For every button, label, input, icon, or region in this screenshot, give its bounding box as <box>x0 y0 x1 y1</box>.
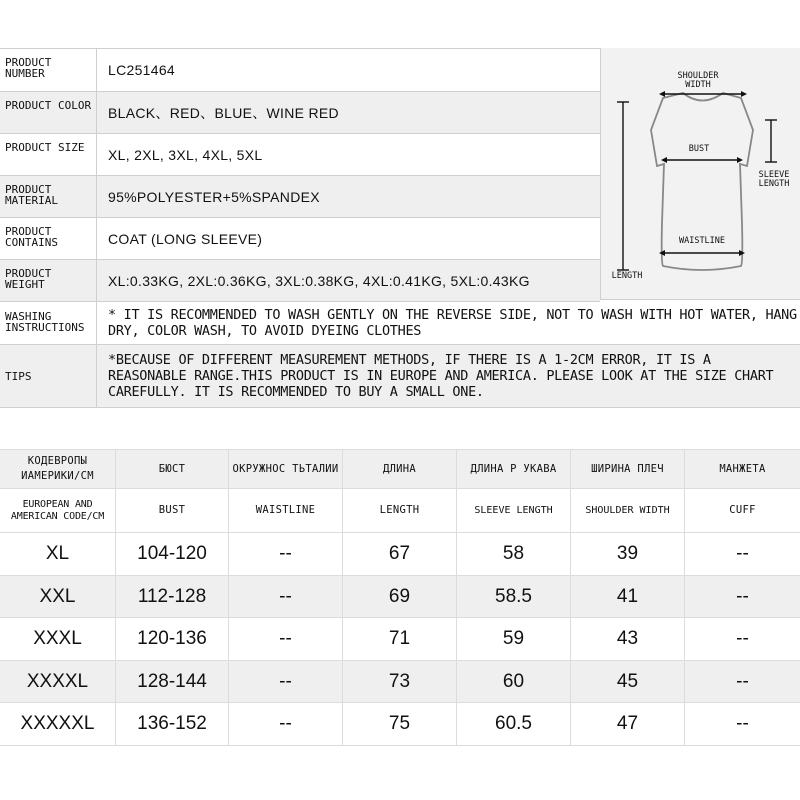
length-cell: 67 <box>343 533 457 575</box>
table-row <box>0 576 800 618</box>
info-label: PRODUCT SIZE <box>0 134 97 175</box>
header-cell: КОДЕВРОПЫ ИАМЕРИКИ/CM <box>0 450 116 488</box>
cuff-cell: -- <box>736 628 749 649</box>
table-row <box>0 661 800 703</box>
info-label: PRODUCT CONTAINS <box>0 218 97 259</box>
header-cell: WAISTLINE <box>229 489 343 532</box>
info-label: WASHING INSTRUCTIONS <box>0 302 97 344</box>
info-row-weight <box>0 260 600 302</box>
table-row <box>0 533 800 576</box>
table-row <box>0 618 800 661</box>
bust-label: BUST <box>688 144 710 154</box>
cuff-cell: -- <box>736 543 749 564</box>
info-row-material <box>0 176 600 218</box>
sleeve-length-cell: 58.5 <box>457 576 571 617</box>
sleeve-length-label: SLEEVE LENGTH <box>758 170 790 189</box>
sleeve-length-cell: 58 <box>457 533 571 575</box>
waistline-label: WAISTLINE <box>678 236 726 246</box>
header-cell: EUROPEAN AND AMERICAN CODE/CM <box>0 489 116 532</box>
waistline-cell: -- <box>229 703 343 745</box>
info-value: BLACK、RED、BLUE、WINE RED <box>97 92 600 133</box>
header-cell: SLEEVE LENGTH <box>457 489 571 532</box>
header-cell: ДЛИНА <box>343 450 457 488</box>
size-cell: XXXL <box>0 618 116 660</box>
info-row-number <box>0 49 600 92</box>
info-label: PRODUCT MATERIAL <box>0 176 97 217</box>
bust-cell: 112-128 <box>116 576 229 617</box>
header-cell: CUFF <box>729 504 756 516</box>
info-row-washing <box>0 302 800 345</box>
waistline-cell: -- <box>229 618 343 660</box>
size-cell: XXL <box>0 576 116 617</box>
waistline-cell: -- <box>229 533 343 575</box>
info-label: PRODUCT COLOR <box>0 92 97 133</box>
sleeve-length-cell: 60 <box>457 661 571 702</box>
info-value: LC251464 <box>108 62 176 78</box>
length-cell: 75 <box>343 703 457 745</box>
shoulder-width-label: SHOULDER WIDTH <box>677 71 719 90</box>
info-label: TIPS <box>0 345 97 407</box>
info-row-tips <box>0 345 800 408</box>
measurement-diagram <box>600 48 800 300</box>
info-value: *BECAUSE OF DIFFERENT MEASUREMENT METHODS, IF THERE IS A 1-2CM ERROR, IT IS A REASONABLE RANGE.THIS PRODUCT IS IN EUROPE AND AMERICA. PLEASE LOOK AT THE SIZE CHART CAREFULLY. IT IS RECOMMENDED TO BUY A SMALL ONE. <box>97 345 800 407</box>
shoulder-width-cell: 39 <box>571 533 685 575</box>
length-label: LENGTH <box>611 271 643 281</box>
header-cell: БЮСТ <box>116 450 229 488</box>
shoulder-width-cell: 43 <box>571 618 685 660</box>
header-cell: SHOULDER WIDTH <box>571 489 685 532</box>
info-row-contains <box>0 218 600 260</box>
length-cell: 71 <box>343 618 457 660</box>
header-cell: LENGTH <box>343 489 457 532</box>
header-cell: МАНЖЕТА <box>719 462 766 475</box>
shoulder-width-cell: 45 <box>571 661 685 702</box>
info-value: 95%POLYESTER+5%SPANDEX <box>97 176 600 217</box>
info-label: PRODUCT NUMBER <box>0 49 97 91</box>
sleeve-length-cell: 60.5 <box>457 703 571 745</box>
cuff-cell: -- <box>736 713 749 734</box>
info-label: PRODUCT WEIGHT <box>0 260 97 301</box>
cuff-cell: -- <box>736 670 749 692</box>
header-cell: ШИРИНА ПЛЕЧ <box>571 450 685 488</box>
size-header-ru <box>0 449 800 489</box>
shoulder-width-cell: 47 <box>571 703 685 745</box>
info-row-color <box>0 92 600 134</box>
table-row <box>0 703 800 746</box>
header-cell: ДЛИНА Р УКАВА <box>457 450 571 488</box>
shoulder-width-cell: 41 <box>571 576 685 617</box>
header-cell: BUST <box>116 489 229 532</box>
info-value: COAT (LONG SLEEVE) <box>108 230 263 247</box>
info-value: XL, 2XL, 3XL, 4XL, 5XL <box>108 146 263 163</box>
info-value: XL:0.33KG, 2XL:0.36KG, 3XL:0.38KG, 4XL:0.41KG, 5XL:0.43KG <box>97 260 600 301</box>
cuff-cell: -- <box>736 585 749 607</box>
header-cell: ОКРУЖНОС ТЬТАЛИИ <box>229 450 343 488</box>
info-value: * IT IS RECOMMENDED TO WASH GENTLY ON THE REVERSE SIDE, NOT TO WASH WITH HOT WATER, HANG DRY, COLOR WASH, TO AVOID DYEING CLOTHES <box>108 307 797 339</box>
waistline-cell: -- <box>229 661 343 702</box>
length-cell: 69 <box>343 576 457 617</box>
bust-cell: 120-136 <box>116 618 229 660</box>
waistline-cell: -- <box>229 576 343 617</box>
bust-cell: 128-144 <box>116 661 229 702</box>
info-row-size <box>0 134 600 176</box>
length-cell: 73 <box>343 661 457 702</box>
sleeve-length-cell: 59 <box>457 618 571 660</box>
size-header-en <box>0 489 800 533</box>
bust-cell: 104-120 <box>116 533 229 575</box>
size-cell: XL <box>0 533 116 575</box>
size-cell: XXXXXL <box>0 703 116 745</box>
bust-cell: 136-152 <box>116 703 229 745</box>
size-cell: XXXXL <box>0 661 116 702</box>
